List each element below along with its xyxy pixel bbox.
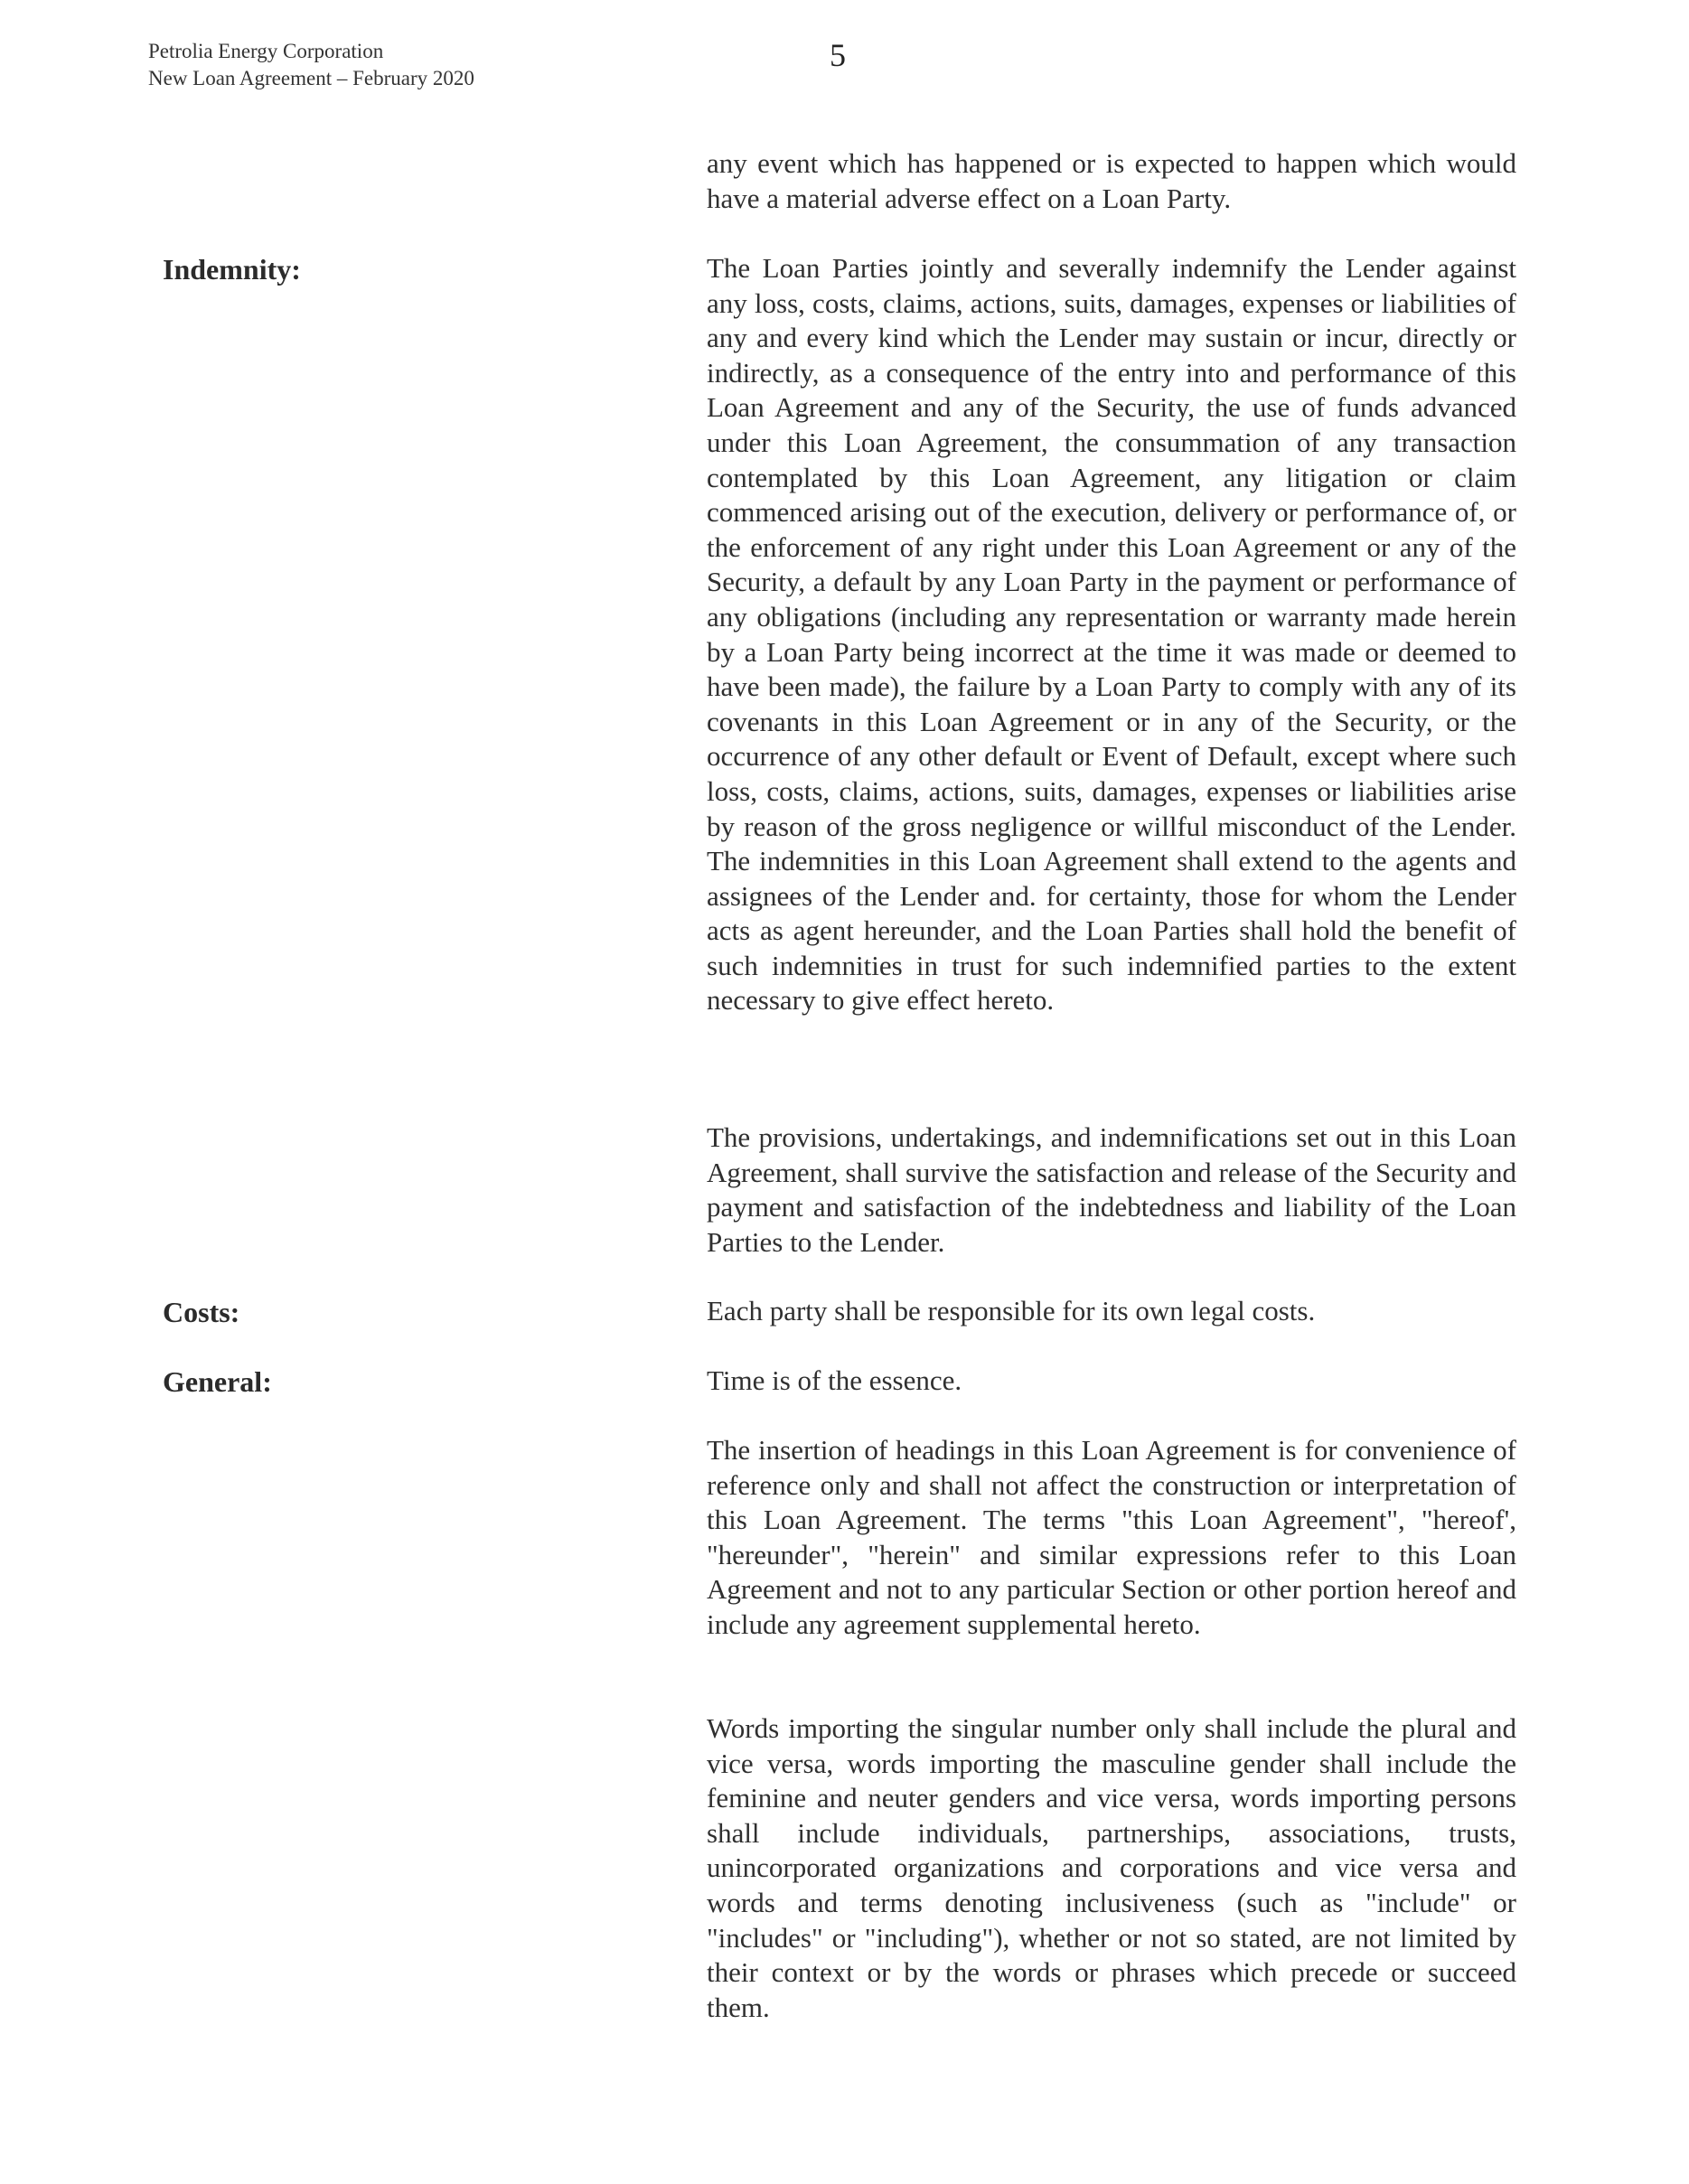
indemnity-heading: Indemnity:: [163, 253, 301, 286]
continuation-paragraph: any event which has happened or is expected to happen which would have a material adverse effect on a Loan Party.: [707, 147, 1516, 214]
general-heading: General:: [163, 1365, 272, 1398]
costs-paragraph: Each party shall be responsible for its own legal costs.: [707, 1295, 1316, 1326]
general-paragraph-1: Time is of the essence.: [707, 1364, 962, 1396]
general-paragraph-3: Words importing the singular number only shall include the plural and vice versa, words importing the masculine gender shall include the feminine and neuter genders and vice versa, words importing persons shall include individuals, partnerships, associations, trusts, unincorporated organizations and corporations and vice versa and words and terms denoting inclusiveness (such as "include" or "includes" or "including"), whether or not so stated, are not limited by their context or by the words or phrases which precede or succeed them.: [707, 1712, 1516, 2023]
header-company: Petrolia Energy Corporation: [148, 40, 384, 62]
general-paragraph-2: The insertion of headings in this Loan Agreement is for convenience of reference only and shall not affect the construction or interpretation of this Loan Agreement. The terms "this Loan Agreement", "hereof', "hereunder", "herein" and similar expressions refer to this Loan Agreement and not to any particular Section or other portion hereof and include any agreement supplemental hereto.: [707, 1434, 1516, 1640]
costs-heading: Costs:: [163, 1296, 240, 1328]
indemnity-paragraph-2: The provisions, undertakings, and indemnifications set out in this Loan Agreement, shall survive the satisfaction and release of the Security and payment and satisfaction of the indebtedness and liability of the Loan Parties to the Lender.: [707, 1121, 1516, 1258]
page-number: 5: [830, 37, 846, 73]
header-document-title: New Loan Agreement – February 2020: [148, 67, 474, 89]
indemnity-paragraph-1: The Loan Parties jointly and severally indemnify the Lender against any loss, costs, claims, actions, suits, damages, expenses or liabilities of any and every kind which the Lender may sustain or incur, directly or indirectly, as a consequence of the entry into and performance of this Loan Agreement and any of the Security, the use of funds advanced under this Loan Agreement, the consummation of any transaction contemplated by this Loan Agreement, any litigation or claim commenced arising out of the execution, delivery or performance of, or the enforcement of any right under this Loan Agreement or any of the Security, a default by any Loan Party in the payment or performance of any obligations (including any representation or warranty made herein by a Loan Party being incorrect at the time it was made or deemed to have been made), the failure by a Loan Party to comply with any of its covenants in this Loan Agreement or in any of the Security, or the occurrence of any other default or Event of Default, except where such loss, costs, claims, actions, suits, damages, expenses or liabilities arise by reason of the gross negligence or willful misconduct of the Lender. The indemnities in this Loan Agreement shall extend to the agents and assignees of the Lender and. for certainty, those for whom the Lender acts as agent hereunder, and the Loan Parties shall hold the benefit of such indemnities in trust for such indemnified parties to the extent necessary to give effect hereto.: [707, 252, 1516, 1017]
page-header: [148, 38, 474, 92]
